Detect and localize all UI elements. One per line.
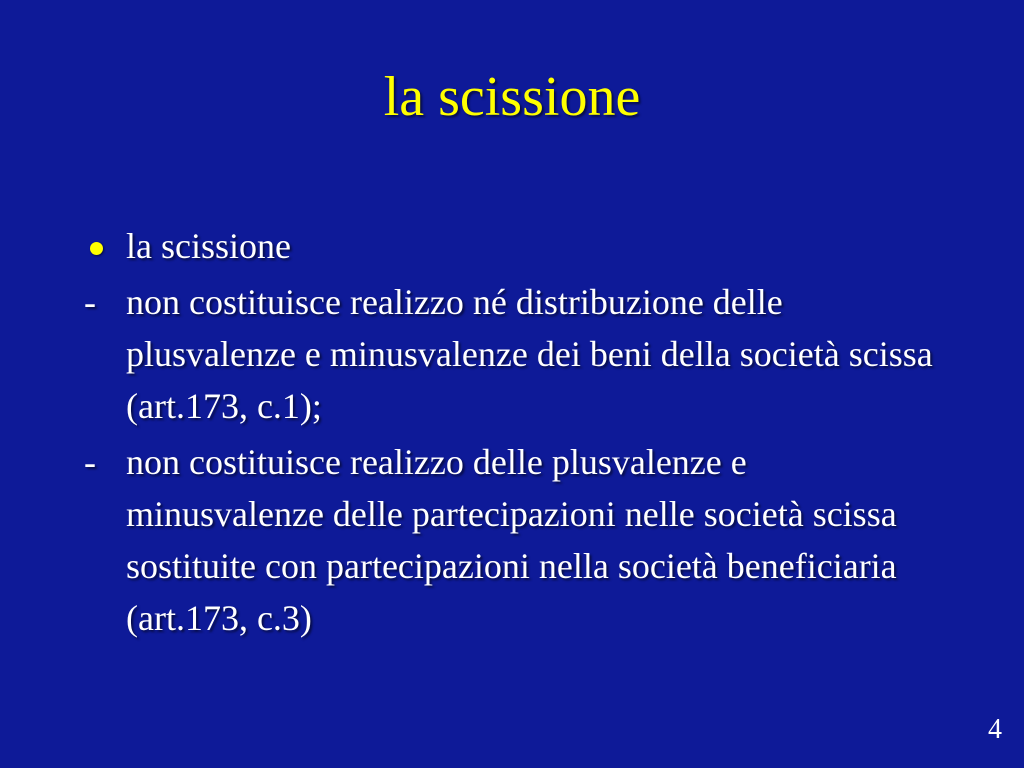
bullet-item — [84, 220, 944, 272]
page-number: 4 — [988, 714, 1002, 745]
slide-body — [84, 220, 944, 648]
dash-marker: - — [84, 282, 96, 322]
dash-item — [84, 436, 944, 644]
dash-item — [84, 276, 944, 432]
bullet-item-text: la scissione — [126, 226, 291, 266]
dash-marker: - — [84, 442, 96, 482]
dash-item-text: non costituisce realizzo né distribuzione delle plusvalenze e minusvalenze dei beni della società scissa (art.173, c.1); — [126, 282, 933, 426]
slide-title: la scissione — [383, 66, 641, 128]
dash-item-text: non costituisce realizzo delle plusvalenze e minusvalenze delle partecipazioni nelle società scissa sostituite con partecipazioni nella società beneficiaria (art.173, c.3) — [126, 442, 897, 638]
bullet-dot-icon — [90, 242, 103, 255]
